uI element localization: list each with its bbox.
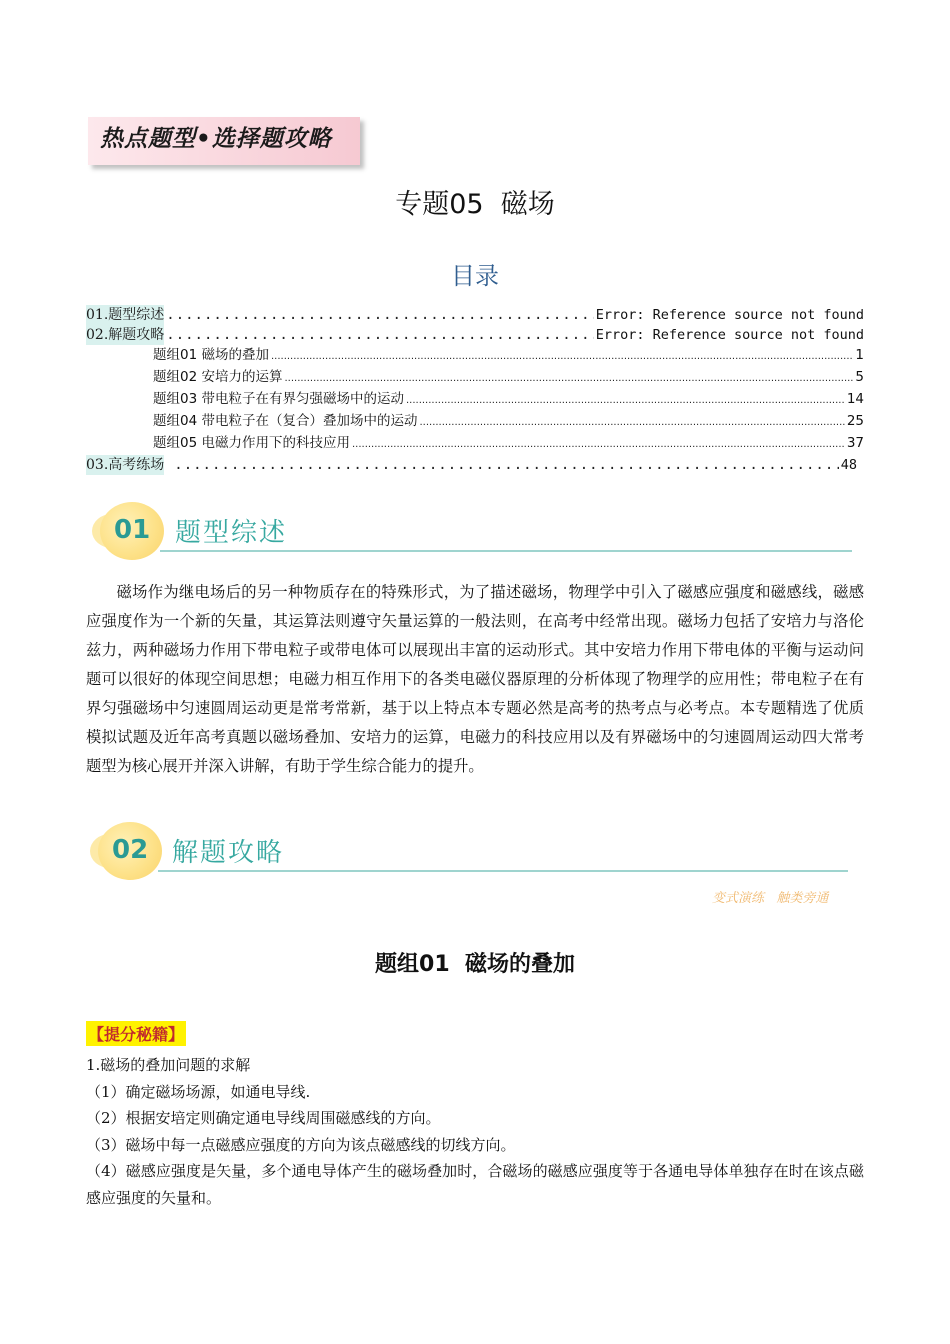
toc-item-group-04[interactable] <box>153 411 864 433</box>
group-name: 磁场的叠加 <box>464 952 575 977</box>
toc-item-label: 03.高考练场 <box>86 457 165 473</box>
tip-line: （3）磁场中每一点磁感应强度的方向为该点磁感线的切线方向。 <box>86 1135 516 1154</box>
toc-item-overview[interactable] <box>86 305 864 325</box>
toc-item-page: Error: Reference source not found <box>595 327 864 343</box>
title-main: 磁场 <box>500 189 555 220</box>
section-number: 01 <box>114 515 151 545</box>
table-of-contents <box>86 305 864 475</box>
toc-item-group-01[interactable] <box>153 345 864 367</box>
toc-leader <box>271 347 853 367</box>
toc-leader <box>166 325 594 345</box>
toc-leader <box>406 391 845 411</box>
overview-paragraph: 磁场作为继电场后的另一种物质存在的特殊形式，为了描述磁场，物理学中引入了磁感应强度和磁感线，磁感应强度作为一个新的矢量，其运算法则遵守矢量运算的一般法则，在高考中经常出现。磁场力包括了安培力与洛伦兹力，两种磁场力作用下带电粒子或带电体可以展现出丰富的运动形式。其中安培力作用下带电体的平衡与运动问题可以很好的体现空间思想；电磁力相互作用下的各类电磁仪器原理的分析体现了物理学的应用性；带电粒子在有界匀强磁场中匀速圆周运动更是常考常新，基于以上特点本专题必然是高考的热考点与必考点。本专题精选了优质模拟试题及近年高考真题以磁场叠加、安培力的运算，电磁力的科技应用以及有界磁场中的匀速圆周运动四大常考题型为核心展开并深入讲解，有助于学生综合能力的提升。 <box>86 583 864 775</box>
toc-item-page: 5 <box>855 369 864 385</box>
banner-text: 热点题型•选择题攻略 <box>100 126 332 152</box>
tips-body <box>86 1052 864 1211</box>
tip-line: （4）磁感应强度是矢量，多个通电导体产生的磁场叠加时，合磁场的磁感应强度等于各通电导体单独存在时在该点磁感应强度的矢量和。 <box>86 1162 864 1207</box>
toc-item-label: 题组04 带电粒子在（复合）叠加场中的运动 <box>153 413 418 429</box>
title-prefix: 专题05 <box>395 189 484 220</box>
document-title <box>0 182 950 221</box>
toc-heading: 目录 <box>451 262 499 290</box>
toc-item-label: 02.解题攻略 <box>86 327 165 343</box>
toc-item-label: 题组03 带电粒子在有界匀强磁场中的运动 <box>153 391 404 407</box>
toc-item-label: 01.题型综述 <box>86 307 165 323</box>
tip-line: （1）确定磁场场源，如通电导线. <box>86 1082 311 1101</box>
tip-line: （2）根据安培定则确定通电导线周围磁感线的方向。 <box>86 1109 441 1127</box>
toc-item-label: 题组02 安培力的运算 <box>153 369 283 385</box>
section-heading: 题型综述 <box>175 518 288 548</box>
toc-item-page: 37 <box>846 435 864 451</box>
toc-item-page: 14 <box>846 391 864 407</box>
section-heading: 解题攻略 <box>172 838 285 868</box>
section-number: 02 <box>112 835 149 865</box>
toc-item-page: 1 <box>855 347 864 363</box>
toc-leader <box>166 305 594 325</box>
toc-item-label: 题组05 电磁力作用下的科技应用 <box>153 435 350 451</box>
group-prefix: 题组01 <box>375 952 450 977</box>
toc-leader <box>352 435 845 455</box>
tips-label: 【提分秘籍】 <box>86 1021 186 1046</box>
section-underline <box>158 870 848 872</box>
toc-item-group-03[interactable] <box>153 389 864 411</box>
section-tagline: 变式演练 触类旁通 <box>712 891 829 906</box>
toc-item-strategy[interactable] <box>86 325 864 345</box>
toc-item-page: 25 <box>846 413 864 429</box>
tip-line: 1.磁场的叠加问题的求解 <box>86 1056 251 1074</box>
toc-item-page: 48 <box>840 457 857 473</box>
toc-leader <box>174 455 838 475</box>
toc-item-exam-practice[interactable] <box>86 455 857 475</box>
toc-item-label: 题组01 磁场的叠加 <box>153 347 269 363</box>
toc-item-group-05[interactable] <box>153 433 864 455</box>
group-title <box>0 947 950 978</box>
toc-leader <box>284 369 853 389</box>
section-underline <box>160 550 852 552</box>
toc-leader <box>419 413 844 433</box>
toc-item-group-02[interactable] <box>153 367 864 389</box>
toc-item-page: Error: Reference source not found <box>595 307 864 323</box>
